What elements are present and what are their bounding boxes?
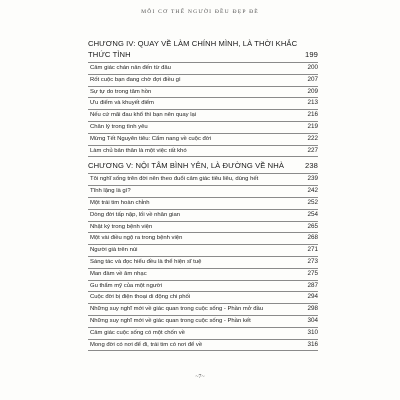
entry-title: Chân lý trong tình yêu <box>90 123 148 130</box>
entry-title: Sự tự do trong tâm hồn <box>90 88 152 95</box>
toc-entry <box>88 75 318 87</box>
toc-entry <box>88 198 318 210</box>
entry-page: 268 <box>307 234 318 242</box>
entry-list <box>88 173 318 351</box>
entry-list <box>88 62 318 157</box>
entry-page: 227 <box>307 146 318 154</box>
entry-title: Man đàm về âm nhạc <box>90 270 147 277</box>
entry-page: 287 <box>307 281 318 289</box>
toc-entry <box>88 316 318 328</box>
entry-title: Cuộc đời bị điện thoại di động chi phối <box>90 294 191 301</box>
entry-title: Cảm giác cuộc sống có một chốn về <box>90 329 185 336</box>
toc-entry <box>88 233 318 245</box>
entry-page: 254 <box>307 210 318 218</box>
toc-entry <box>88 146 318 158</box>
entry-page: 298 <box>307 305 318 313</box>
toc-entry <box>88 134 318 146</box>
entry-page: 222 <box>307 134 318 142</box>
toc-entry <box>88 174 318 186</box>
toc-entry <box>88 186 318 198</box>
entry-title: Dòng đời tấp nập, lối về nhân gian <box>90 211 180 218</box>
chapter-title-line: CHƯƠNG V: NỘI TÂM BÌNH YÊN, LÀ ĐƯỜNG VỀ NHÀ <box>88 161 284 171</box>
entry-title: Những suy nghĩ mới về giác quan trong cuộc sống - Phần kết <box>90 317 251 324</box>
entry-page: 294 <box>307 293 318 301</box>
entry-title: Một vài điều ngộ ra trong bệnh viện <box>90 235 183 242</box>
entry-title: Mừng Tết Nguyên tiêu: Cẩm nang về cuộc đời <box>90 135 211 142</box>
toc-entry <box>88 281 318 293</box>
entry-title: Rốt cuộc bạn đang chờ đợi điều gì <box>90 76 181 83</box>
toc-entry <box>88 292 318 304</box>
entry-page: 271 <box>307 246 318 254</box>
entry-page: 242 <box>307 187 318 195</box>
toc-entry <box>88 340 318 352</box>
table-of-contents <box>88 38 318 351</box>
entry-title: Nhật ký trong bệnh viện <box>90 223 153 230</box>
entry-title: Một trái tim hoàn chỉnh <box>90 199 150 206</box>
toc-entry <box>88 257 318 269</box>
entry-title: Sáng tác và đọc hiểu đều là thể hiện sĩ tuệ <box>90 258 202 265</box>
toc-entry <box>88 87 318 99</box>
entry-page: 239 <box>307 175 318 183</box>
toc-entry <box>88 63 318 75</box>
running-head: MỖI CƠ THỂ NGƯỜI ĐỀU ĐẸP ĐẼ <box>141 9 259 15</box>
entry-page: 273 <box>307 257 318 265</box>
entry-title: Tôi nghĩ sống trên đời nên theo đuổi cảm giác tiêu liêu, dùng hết <box>90 176 259 183</box>
toc-entry <box>88 245 318 257</box>
entry-page: 216 <box>307 111 318 119</box>
chapter-heading <box>88 38 318 60</box>
entry-title: Mong đời có nơi để đi, trái tim có nơi để về <box>90 341 203 348</box>
entry-page: 213 <box>307 99 318 107</box>
chapter-title-line: THỨC TỈNH <box>88 50 131 59</box>
chapter-heading <box>88 161 318 171</box>
entry-title: Nếu cứ mãi đau khổ thì bạn nên quay lại <box>90 112 197 119</box>
entry-page: 275 <box>307 269 318 277</box>
toc-entry <box>88 210 318 222</box>
toc-entry <box>88 98 318 110</box>
entry-title: Làm chủ bản thân là một việc rất khó <box>90 147 187 154</box>
chapter-page: 238 <box>305 161 318 171</box>
toc-entry <box>88 269 318 281</box>
toc-entry <box>88 304 318 316</box>
entry-page: 310 <box>307 328 318 336</box>
entry-page: 200 <box>307 64 318 71</box>
toc-entry <box>88 222 318 234</box>
entry-page: 209 <box>307 87 318 95</box>
entry-page: 219 <box>307 122 318 130</box>
entry-title: Cảm giác chán nản đến từ đâu <box>90 65 171 71</box>
entry-title: Tĩnh lặng là gì? <box>90 188 131 195</box>
toc-entry <box>88 110 318 122</box>
entry-page: 316 <box>307 340 318 348</box>
toc-entry <box>88 328 318 340</box>
entry-page: 304 <box>307 316 318 324</box>
entry-title: Người già trên núi <box>90 247 138 254</box>
chapter-title-line: CHƯƠNG IV: QUAY VỀ LÀM CHÍNH MÌNH, LÀ THỜI KHẮC <box>88 39 298 48</box>
entry-title: Ưu điểm và khuyết điểm <box>90 100 154 107</box>
entry-page: 265 <box>307 222 318 230</box>
page-number: ~7~ <box>195 374 205 380</box>
chapter-page: 199 <box>305 50 318 59</box>
entry-title: Gu thẩm mỹ của một người <box>90 282 162 289</box>
toc-entry <box>88 122 318 134</box>
entry-title: Những suy nghĩ mới về giác quan trong cuộc sống - Phần mở đầu <box>90 306 264 313</box>
entry-page: 207 <box>307 75 318 83</box>
entry-page: 252 <box>307 198 318 206</box>
